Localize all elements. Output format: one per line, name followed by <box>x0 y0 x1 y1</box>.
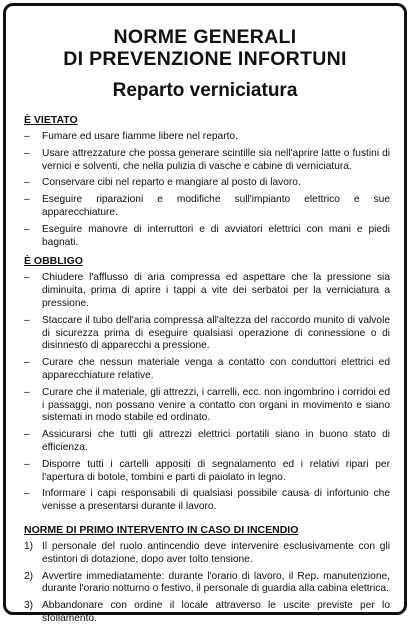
list-item <box>24 459 390 485</box>
list-item <box>24 194 390 220</box>
title-line-1: NORME GENERALI <box>113 26 297 48</box>
list-item <box>24 272 390 310</box>
sign-title <box>6 26 404 70</box>
list-marker: – <box>24 488 30 500</box>
list-item-text: Disporre tutti i cartelli appositi di segnalamento ed i relativi ripari per l'apertura di botole, tombini e parti di paiolato in legno. <box>42 458 390 483</box>
list-item <box>24 177 390 190</box>
vietato-heading: È VIETATO <box>24 114 78 126</box>
safety-sign <box>3 3 407 624</box>
list-item-text: Assicurarsi che tutti gli attrezzi elettrici portatili siano in buono stato di efficienza. <box>42 429 390 453</box>
list-item-text: Fumare ed usare fiamme libere nel reparto. <box>42 131 238 142</box>
list-marker: – <box>24 223 30 235</box>
list-item-text: Informare i capi responsabili di qualsiasi possibile causa di infortunio che venisse a presentarsi durante il lavoro. <box>42 488 390 513</box>
list-item-text: Avvertire immediatamente: durante l'orario di lavoro, il Rep. manutenzione, durante l'orario notturno o festivo, il personale di guardia alla cabina elettrica. <box>42 570 390 595</box>
vietato-list <box>24 131 390 249</box>
list-number: 3) <box>24 600 34 612</box>
list-item <box>24 131 390 144</box>
sign-content <box>6 114 404 626</box>
list-item-text: Conservare cibi nel reparto e mangiare al posto di lavoro. <box>42 177 301 189</box>
list-item-text: Staccare il tubo dell'aria compressa all'altezza del raccordo munito di valvole di sicurezza prima di eseguire qualsiasi operazione di connessione o di disinnesto di apparecchi a pressione. <box>42 314 390 352</box>
list-marker: – <box>24 194 30 206</box>
obbligo-heading: È OBBLIGO <box>24 255 83 268</box>
list-item <box>24 488 390 514</box>
list-item-text: Eseguire riparazioni e modifiche sull'impianto elettrico e sue apparecchiature. <box>42 194 390 218</box>
title-line-2: DI PREVENZIONE INFORTUNI <box>63 48 347 70</box>
list-marker: – <box>24 131 30 142</box>
list-item <box>24 387 390 425</box>
list-item <box>24 224 390 250</box>
list-item-text: Abbandonare con ordine il locale attraverso le uscite previste per lo sfollamento. <box>42 600 390 624</box>
list-number: 1) <box>24 540 34 552</box>
list-marker: – <box>24 314 30 326</box>
list-number: 2) <box>24 570 34 582</box>
list-item <box>24 357 390 383</box>
list-item-text: Eseguire manovre di interruttori e di avviatori elettrici con mani e piedi bagnati. <box>42 223 390 248</box>
obbligo-list <box>24 272 390 514</box>
sign-subtitle: Reparto verniciatura <box>112 80 298 101</box>
list-item-text: Curare che nessun materiale venga a contatto con conduttori elettrici ed apparecchiature relative. <box>42 357 390 381</box>
list-item-text: Usare attrezzature che possa generare scintille sia nell'aprire latte o fustini di vernici e solventi, che nella pulizia di vasche e cabine di verniciatura. <box>42 147 390 172</box>
list-item <box>24 571 390 597</box>
emergency-list <box>24 541 390 626</box>
list-item-text: Chiudere l'afflusso di aria compressa ed aspettare che la pressione sia diminuita, prima di aprire i tappi a vite dei serbatoi per la verniciatura a pressione. <box>42 272 390 309</box>
list-item-text: Curare che il materiale, gli attrezzi, i carrelli, ecc. non ingombrino i corridoi ed i passaggi, non possano venire a contatto con organi in movimento e siano sistemati in modo stabile ed ordinato. <box>42 386 390 424</box>
list-marker: – <box>24 429 30 441</box>
list-marker: – <box>24 177 30 189</box>
list-item <box>24 541 390 567</box>
list-item <box>24 429 390 455</box>
list-item <box>24 600 390 626</box>
list-item-text: Il personale del ruolo antincendio deve intervenire esclusivamente con gli estintori di dotazione, dopo aver tolto tensione. <box>42 540 390 565</box>
list-marker: – <box>24 386 30 398</box>
emergency-heading: NORME DI PRIMO INTERVENTO IN CASO DI INCENDIO <box>24 523 299 536</box>
list-marker: – <box>24 357 30 369</box>
list-marker: – <box>24 458 30 470</box>
list-marker: – <box>24 147 30 159</box>
list-item <box>24 148 390 174</box>
list-item <box>24 315 390 353</box>
list-marker: – <box>24 272 30 284</box>
